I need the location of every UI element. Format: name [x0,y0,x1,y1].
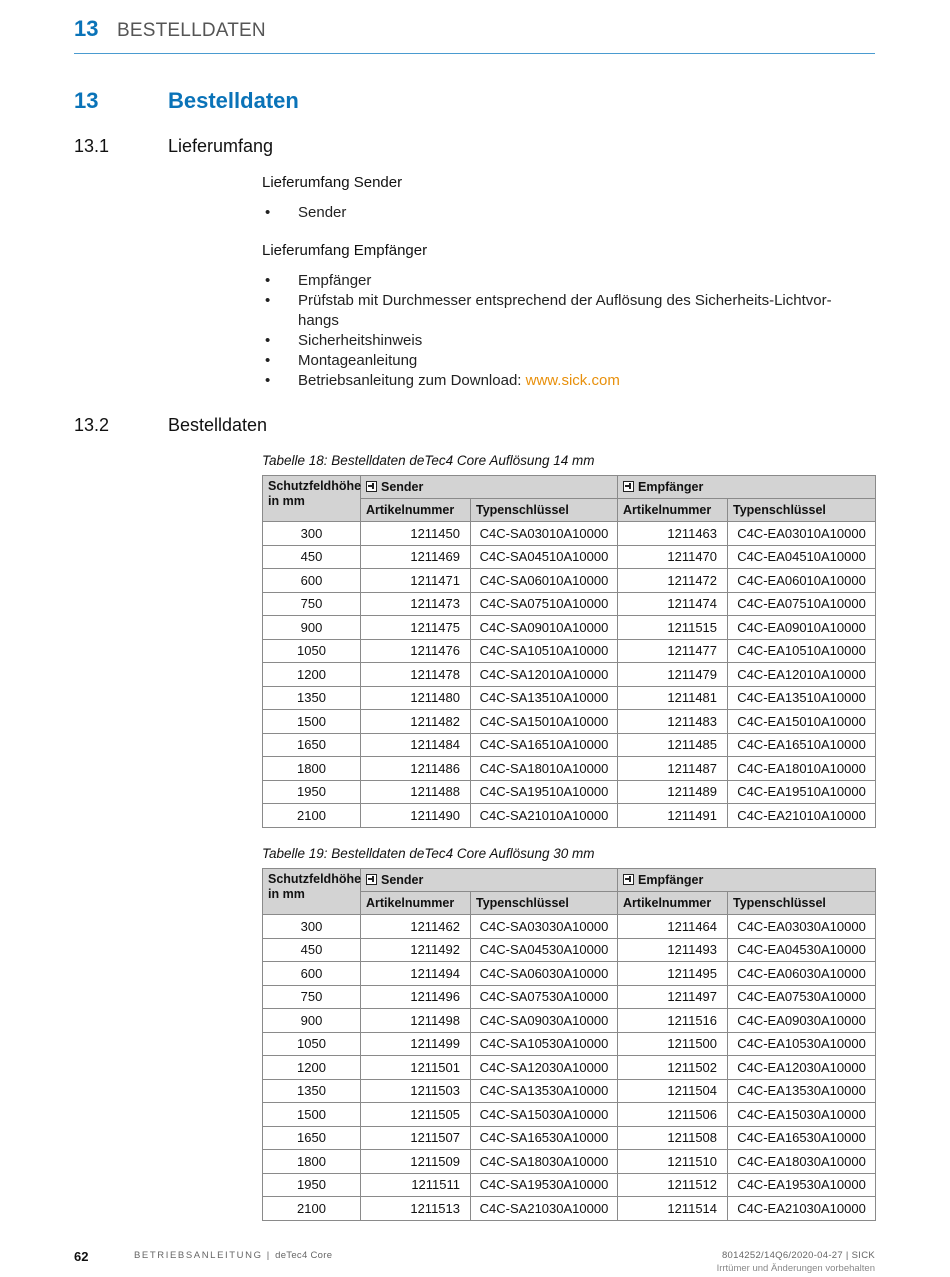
receiver-typekey-cell: C4C-EA19510A10000 [728,780,876,804]
receiver-article-cell: 1211464 [618,915,728,939]
receiver-typekey-cell: C4C-EA21030A10000 [728,1197,876,1221]
receiver-typekey-cell: C4C-EA21010A10000 [728,804,876,828]
receiver-typekey-cell: C4C-EA03030A10000 [728,915,876,939]
receiver-group-header: Empfänger [618,869,876,892]
height-cell: 300 [263,522,361,546]
sender-article-cell: 1211480 [361,686,471,710]
sender-article-cell: 1211476 [361,639,471,663]
height-cell: 2100 [263,804,361,828]
sender-typekey-cell: C4C-SA10510A10000 [471,639,618,663]
sender-typekey-cell: C4C-SA16510A10000 [471,733,618,757]
receiver-typekey-cell: C4C-EA12030A10000 [728,1056,876,1080]
table-row [263,1150,876,1174]
footer-disclaimer: Irrtümer und Änderungen vorbehalten [716,1263,875,1274]
height-column-header: Schutzfeldhöhe in mm [263,869,361,915]
receiver-typekey-cell: C4C-EA06010A10000 [728,569,876,593]
receiver-article-cell: 1211510 [618,1150,728,1174]
column-header: Artikelnummer [618,499,728,522]
table-caption: Tabelle 19: Bestelldaten deTec4 Core Auflösung 30 mm [262,846,595,861]
sender-article-cell: 1211509 [361,1150,471,1174]
running-header [74,14,875,54]
sender-article-cell: 1211473 [361,592,471,616]
sender-article-cell: 1211499 [361,1032,471,1056]
receiver-typekey-cell: C4C-EA09010A10000 [728,616,876,640]
sender-article-cell: 1211511 [361,1173,471,1197]
height-cell: 1500 [263,1103,361,1127]
receiver-article-cell: 1211474 [618,592,728,616]
sender-typekey-cell: C4C-SA16530A10000 [471,1126,618,1150]
table-row [263,962,876,986]
list-item: • Sender [265,204,347,221]
receiver-typekey-cell: C4C-EA19530A10000 [728,1173,876,1197]
receiver-article-cell: 1211472 [618,569,728,593]
table-row [263,938,876,962]
height-cell: 1200 [263,663,361,687]
height-cell: 450 [263,545,361,569]
receiver-typekey-cell: C4C-EA13530A10000 [728,1079,876,1103]
receiver-article-cell: 1211470 [618,545,728,569]
sender-typekey-cell: C4C-SA04510A10000 [471,545,618,569]
sender-article-cell: 1211462 [361,915,471,939]
sender-typekey-cell: C4C-SA03030A10000 [471,915,618,939]
download-link[interactable]: www.sick.com [525,372,620,389]
sender-article-cell: 1211471 [361,569,471,593]
receiver-article-cell: 1211485 [618,733,728,757]
sender-typekey-cell: C4C-SA12030A10000 [471,1056,618,1080]
receiver-article-cell: 1211508 [618,1126,728,1150]
height-cell: 1650 [263,733,361,757]
sender-typekey-cell: C4C-SA15030A10000 [471,1103,618,1127]
receiver-article-cell: 1211479 [618,663,728,687]
column-header: Typenschlüssel [728,499,876,522]
receiver-article-cell: 1211493 [618,938,728,962]
column-header: Typenschlüssel [471,499,618,522]
height-cell: 1800 [263,757,361,781]
receiver-article-cell: 1211506 [618,1103,728,1127]
sender-article-cell: 1211469 [361,545,471,569]
chapter-title: Bestelldaten [168,88,299,113]
order-table-30mm [262,868,876,1221]
sender-article-cell: 1211513 [361,1197,471,1221]
table-row [263,985,876,1009]
sender-article-cell: 1211450 [361,522,471,546]
receiver-typekey-cell: C4C-EA07510A10000 [728,592,876,616]
sender-article-cell: 1211488 [361,780,471,804]
sender-article-cell: 1211505 [361,1103,471,1127]
footer-doc-info: BETRIEBSANLEITUNG | deTec4 Core [134,1250,333,1261]
table-row [263,804,876,828]
receiver-icon [623,874,634,885]
receiver-typekey-cell: C4C-EA15030A10000 [728,1103,876,1127]
table-row [263,639,876,663]
table-row [263,780,876,804]
table-row [263,1126,876,1150]
table-row [263,1173,876,1197]
sender-group-header: Sender [361,476,618,499]
receiver-typekey-cell: C4C-EA07530A10000 [728,985,876,1009]
receiver-typekey-cell: C4C-EA16530A10000 [728,1126,876,1150]
column-header: Artikelnummer [361,499,471,522]
sender-typekey-cell: C4C-SA18010A10000 [471,757,618,781]
sender-typekey-cell: C4C-SA12010A10000 [471,663,618,687]
section-number: 13.2 [74,415,110,435]
receiver-article-cell: 1211502 [618,1056,728,1080]
height-cell: 1650 [263,1126,361,1150]
sender-typekey-cell: C4C-SA18030A10000 [471,1150,618,1174]
table-row [263,710,876,734]
receiver-typekey-cell: C4C-EA12010A10000 [728,663,876,687]
header-chapter-number: 13 [74,16,99,41]
column-header: Artikelnummer [618,892,728,915]
sender-typekey-cell: C4C-SA13530A10000 [471,1079,618,1103]
section-title: Lieferumfang [168,136,274,156]
receiver-article-cell: 1211477 [618,639,728,663]
height-cell: 1350 [263,1079,361,1103]
sender-typekey-cell: C4C-SA15010A10000 [471,710,618,734]
sender-typekey-cell: C4C-SA21030A10000 [471,1197,618,1221]
height-cell: 300 [263,915,361,939]
sender-typekey-cell: C4C-SA19510A10000 [471,780,618,804]
sender-typekey-cell: C4C-SA06030A10000 [471,962,618,986]
height-cell: 600 [263,962,361,986]
receiver-icon [623,481,634,492]
sender-typekey-cell: C4C-SA06010A10000 [471,569,618,593]
header-chapter-title: BESTELLDATEN [117,20,266,41]
sender-article-cell: 1211478 [361,663,471,687]
sender-article-cell: 1211496 [361,985,471,1009]
table-row [263,915,876,939]
receiver-typekey-cell: C4C-EA16510A10000 [728,733,876,757]
height-cell: 2100 [263,1197,361,1221]
receiver-typekey-cell: C4C-EA15010A10000 [728,710,876,734]
sender-article-cell: 1211494 [361,962,471,986]
sender-icon [366,481,377,492]
chapter-number: 13 [74,88,99,113]
sender-typekey-cell: C4C-SA09010A10000 [471,616,618,640]
receiver-article-cell: 1211504 [618,1079,728,1103]
table-row [263,757,876,781]
table-row [263,1032,876,1056]
height-column-header: Schutzfeldhöhe in mm [263,476,361,522]
sender-typekey-cell: C4C-SA10530A10000 [471,1032,618,1056]
section-title: Bestelldaten [168,415,268,435]
height-cell: 1800 [263,1150,361,1174]
sender-icon [366,874,377,885]
table-row [263,1009,876,1033]
receiver-typekey-cell: C4C-EA04510A10000 [728,545,876,569]
sender-article-cell: 1211503 [361,1079,471,1103]
receiver-article-cell: 1211516 [618,1009,728,1033]
receiver-scope-heading: Lieferumfang Empfänger [262,242,428,259]
receiver-typekey-cell: C4C-EA10510A10000 [728,639,876,663]
receiver-article-cell: 1211481 [618,686,728,710]
receiver-article-cell: 1211512 [618,1173,728,1197]
table-caption: Tabelle 18: Bestelldaten deTec4 Core Auflösung 14 mm [262,453,595,468]
table-row [263,569,876,593]
height-cell: 1500 [263,710,361,734]
sender-typekey-cell: C4C-SA13510A10000 [471,686,618,710]
height-cell: 1350 [263,686,361,710]
height-cell: 600 [263,569,361,593]
table-row [263,686,876,710]
sender-typekey-cell: C4C-SA04530A10000 [471,938,618,962]
height-cell: 900 [263,616,361,640]
table-row [263,1079,876,1103]
sender-group-header: Sender [361,869,618,892]
sender-article-cell: 1211475 [361,616,471,640]
column-header: Typenschlüssel [471,892,618,915]
section-number: 13.1 [74,136,110,156]
height-cell: 1050 [263,1032,361,1056]
receiver-article-cell: 1211483 [618,710,728,734]
sender-article-cell: 1211484 [361,733,471,757]
table-row [263,1056,876,1080]
receiver-typekey-cell: C4C-EA06030A10000 [728,962,876,986]
receiver-article-cell: 1211491 [618,804,728,828]
sender-article-cell: 1211490 [361,804,471,828]
sender-typekey-cell: C4C-SA07510A10000 [471,592,618,616]
footer-doc-id: 8014252/14Q6/2020-04-27 | SICK [721,1250,875,1261]
sender-scope-list [262,203,874,223]
receiver-typekey-cell: C4C-EA04530A10000 [728,938,876,962]
receiver-scope-list [262,271,874,391]
receiver-typekey-cell: C4C-EA13510A10000 [728,686,876,710]
receiver-typekey-cell: C4C-EA09030A10000 [728,1009,876,1033]
order-table-14mm [262,475,876,828]
table-row [263,545,876,569]
sender-typekey-cell: C4C-SA19530A10000 [471,1173,618,1197]
sender-typekey-cell: C4C-SA09030A10000 [471,1009,618,1033]
receiver-article-cell: 1211497 [618,985,728,1009]
table-row [263,616,876,640]
sender-article-cell: 1211482 [361,710,471,734]
height-cell: 1050 [263,639,361,663]
table-row [263,522,876,546]
height-cell: 900 [263,1009,361,1033]
table-row [263,1197,876,1221]
receiver-article-cell: 1211463 [618,522,728,546]
list-item: • Sicherheitshinweis [265,332,423,349]
sender-scope-heading: Lieferumfang Sender [262,174,403,191]
receiver-article-cell: 1211489 [618,780,728,804]
receiver-typekey-cell: C4C-EA18030A10000 [728,1150,876,1174]
sender-typekey-cell: C4C-SA03010A10000 [471,522,618,546]
table-row [263,592,876,616]
sender-article-cell: 1211486 [361,757,471,781]
list-item: • Empfänger [265,272,372,289]
sender-article-cell: 1211507 [361,1126,471,1150]
table-row [263,663,876,687]
receiver-article-cell: 1211514 [618,1197,728,1221]
column-header: Typenschlüssel [728,892,876,915]
receiver-typekey-cell: C4C-EA03010A10000 [728,522,876,546]
receiver-article-cell: 1211487 [618,757,728,781]
height-cell: 750 [263,592,361,616]
list-item: • Prüfstab mit Durchmesser entsprechend der Auflösung des Sicherheits-Lichtvor- hangs [265,292,832,329]
receiver-article-cell: 1211515 [618,616,728,640]
height-cell: 1950 [263,780,361,804]
height-cell: 1200 [263,1056,361,1080]
sender-article-cell: 1211492 [361,938,471,962]
receiver-typekey-cell: C4C-EA18010A10000 [728,757,876,781]
height-cell: 1950 [263,1173,361,1197]
list-item: • Montageanleitung [265,352,418,369]
sender-article-cell: 1211501 [361,1056,471,1080]
table-row [263,1103,876,1127]
height-cell: 450 [263,938,361,962]
sender-typekey-cell: C4C-SA21010A10000 [471,804,618,828]
column-header: Artikelnummer [361,892,471,915]
page-number: 62 [74,1249,89,1264]
table-row [263,733,876,757]
sender-article-cell: 1211498 [361,1009,471,1033]
receiver-article-cell: 1211500 [618,1032,728,1056]
receiver-typekey-cell: C4C-EA10530A10000 [728,1032,876,1056]
sender-typekey-cell: C4C-SA07530A10000 [471,985,618,1009]
receiver-article-cell: 1211495 [618,962,728,986]
height-cell: 750 [263,985,361,1009]
receiver-group-header: Empfänger [618,476,876,499]
list-item: • Betriebsanleitung zum Download: www.sick.com [265,372,620,389]
